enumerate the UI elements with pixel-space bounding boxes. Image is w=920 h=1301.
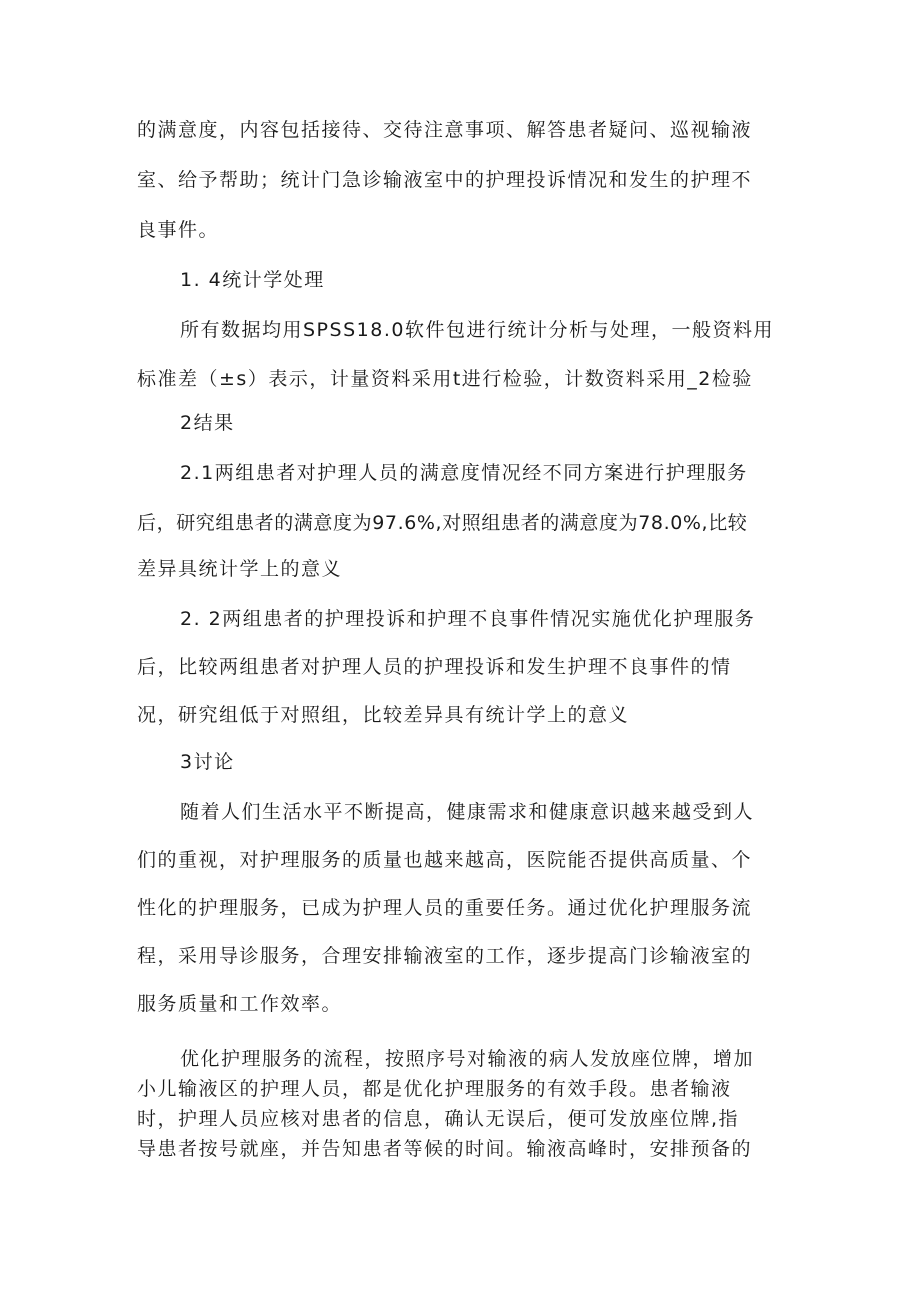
text-line: 们的重视，对护理服务的质量也越来越高，医院能否提供高质量、个 <box>137 849 753 871</box>
text-line: 良事件。 <box>137 219 220 241</box>
section-heading: 2结果 <box>180 412 235 434</box>
text-line: 优化护理服务的流程，按照序号对输液的病人发放座位牌，增加 <box>180 1048 755 1070</box>
text-line: 的满意度，内容包括接待、交待注意事项、解答患者疑问、巡视输液 <box>137 119 753 141</box>
text-line: 服务质量和工作效率。 <box>137 993 343 1015</box>
text-line: 小儿输液区的护理人员，都是优化护理服务的有效手段。患者输液 <box>137 1078 732 1100</box>
text-line: 2. 2两组患者的护理投诉和护理不良事件情况实施优化护理服务 <box>180 608 756 630</box>
text-line: 导患者按号就座，并告知患者等候的时间。输液高峰时，安排预备的 <box>137 1138 753 1160</box>
text-line: 所有数据均用SPSS18.0软件包进行统计分析与处理，一般资料用 <box>180 319 774 341</box>
text-line: 差异具统计学上的意义 <box>137 558 343 580</box>
text-line: 程，采用导诊服务，合理安排输液室的工作，逐步提高门诊输液室的 <box>137 945 753 967</box>
text-line: 2.1两组患者对护理人员的满意度情况经不同方案进行护理服务 <box>180 462 748 484</box>
text-line: 后，研究组患者的满意度为97.6%,对照组患者的满意度为78.0%,比较 <box>137 512 748 534</box>
text-line: 随着人们生活水平不断提高，健康需求和健康意识越来越受到人 <box>180 801 755 823</box>
section-heading: 1. 4统计学处理 <box>180 269 325 291</box>
text-line: 标准差（±s）表示，计量资料采用t进行检验，计数资料采用_2检验 <box>137 368 753 390</box>
text-line: 室、给予帮助；统计门急诊输液室中的护理投诉情况和发生的护理不 <box>137 169 753 191</box>
text-line: 况，研究组低于对照组，比较差异具有统计学上的意义 <box>137 704 630 726</box>
text-line: 时，护理人员应核对患者的信息，确认无误后，便可发放座位牌,指 <box>137 1108 740 1130</box>
text-line: 性化的护理服务，已成为护理人员的重要任务。通过优化护理服务流 <box>137 897 753 919</box>
section-heading: 3讨论 <box>180 751 235 773</box>
text-line: 后，比较两组患者对护理人员的护理投诉和发生护理不良事件的情 <box>137 656 732 678</box>
